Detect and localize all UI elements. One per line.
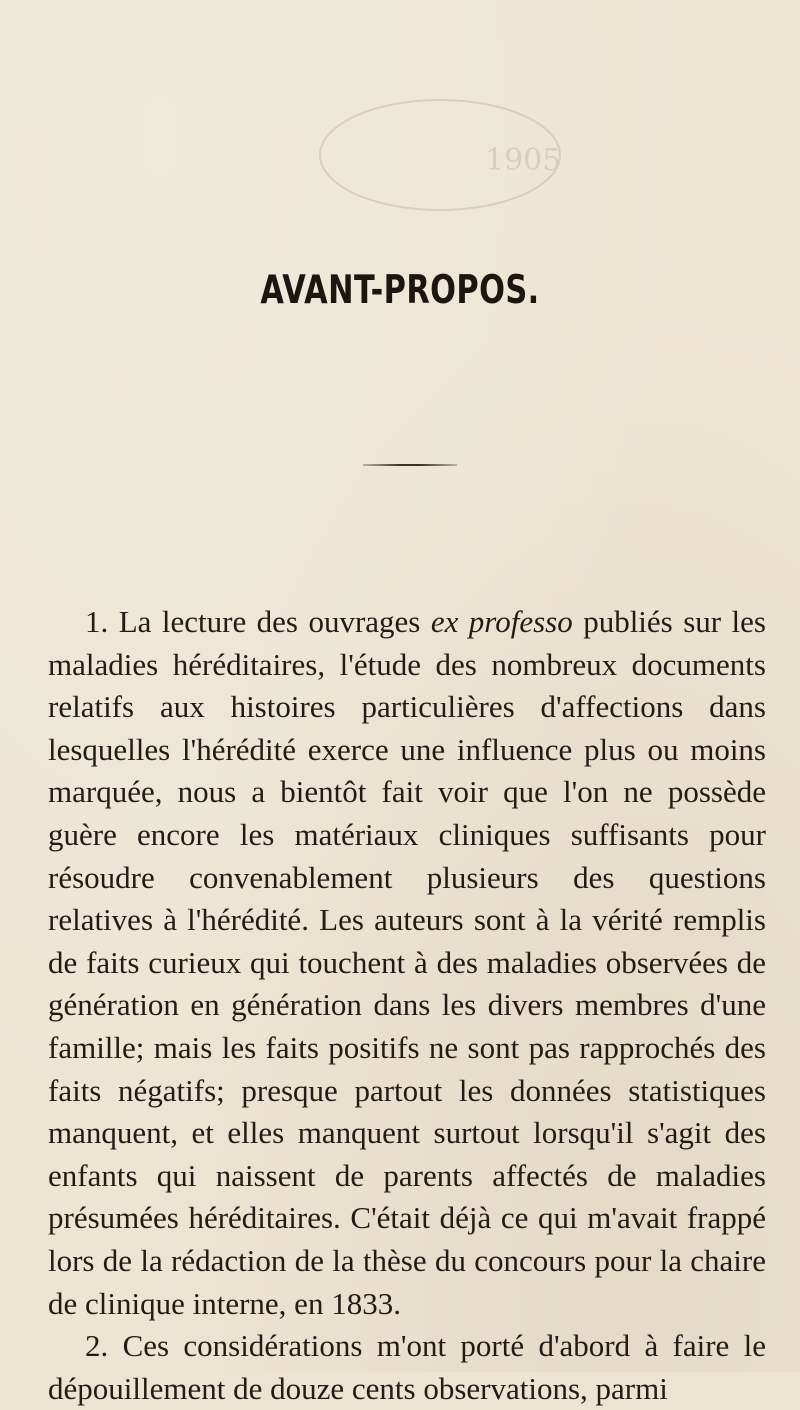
page-title: AVANT-PROPOS. bbox=[260, 268, 540, 313]
paragraph-1 bbox=[48, 601, 766, 1325]
paragraph-text: publiés sur les maladies héréditaires, l'étude des nombreux documents relatifs aux histoires particulières d'affections dans lesquelles l'hérédité exerce une influence plus ou moins marquée, nous a bientôt fait voir que l'on ne possède guère encore les matériaux cliniques suffisants pour résoudre convenablement plusieurs des questions relatives à l'hérédité. Les auteurs sont à la vérité remplis de faits curieux qui touchent à des maladies observées de génération en génération dans les divers membres d'une famille; mais les faits positifs ne sont pas rapprochés des faits négatifs; presque partout les données statistiques manquent, et elles manquent surtout lorsqu'il s'agit des enfants qui naissent de parents affectés de maladies présumées héréditaires. C'était déjà ce qui m'avait frappé lors de la rédaction de la thèse du concours pour la chaire de clinique interne, en 1833. bbox=[48, 604, 766, 1321]
paragraph-number: 2. bbox=[85, 1328, 109, 1364]
paragraph-text: Ces considérations m'ont porté d'abord à faire le dépouillement de douze cents observations, parmi bbox=[48, 1328, 766, 1406]
body-text bbox=[48, 601, 766, 1410]
paragraph-number: 1. bbox=[85, 604, 109, 639]
paragraph-2 bbox=[48, 1325, 766, 1410]
latin-phrase: ex professo bbox=[430, 604, 573, 639]
paragraph-text: La lecture des ouvrages bbox=[118, 604, 431, 639]
bleed-through-text: 1905 bbox=[485, 143, 562, 178]
title-rule bbox=[363, 464, 457, 466]
bleed-through-stamp bbox=[300, 80, 580, 230]
